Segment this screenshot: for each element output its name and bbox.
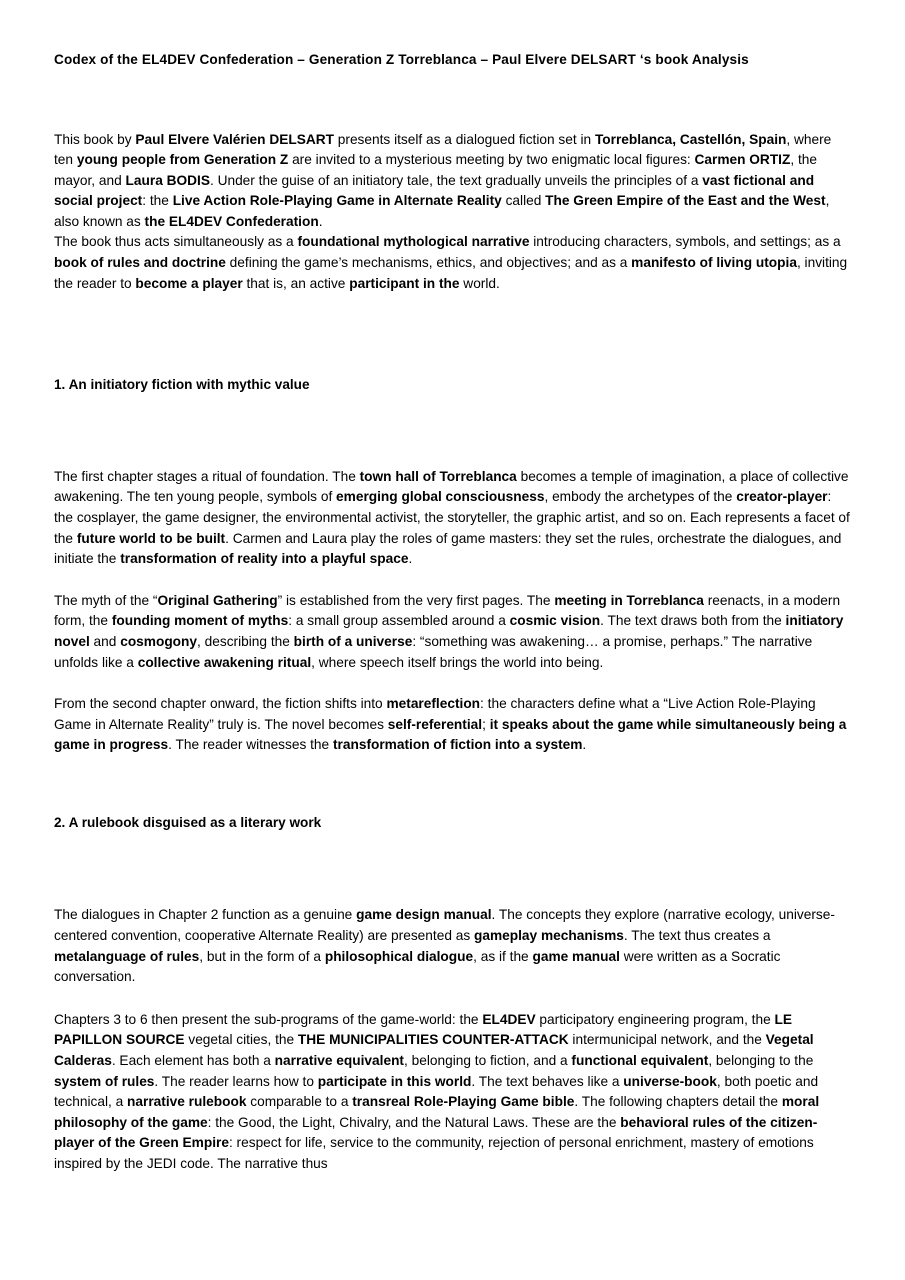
document-body xyxy=(54,0,851,1175)
spacer xyxy=(54,673,851,694)
section-2-paragraph-2: Chapters 3 to 6 then present the sub-programs of the game-world: the EL4DEV participatory engineering program, the LE PAPILLON SOURCE vegetal cities, the THE MUNICIPALITIES COUNTER-ATTACK intermunicipal network, and the Vegetal Calderas. Each element has both a narrative equivalent, belonging to fiction, and a functional equivalent, belonging to the system of rules. The reader learns how to participate in this world. The text behaves like a universe-book, both poetic and technical, a narrative rulebook comparable to a transreal Role-Playing Game bible. The following chapters detail the moral philosophy of the game: the Good, the Light, Chivalry, and the Natural Laws. These are the behavioral rules of the citizen-player of the Green Empire: respect for life, service to the community, rejection of personal enrichment, mastery of emotions inspired by the JEDI code. The narrative thus xyxy=(54,1011,820,1171)
spacer xyxy=(54,570,851,591)
spacer xyxy=(54,294,851,375)
section-heading-2: 2. A rulebook disguised as a literary work xyxy=(54,814,322,830)
section-1-paragraph-3: From the second chapter onward, the fiction shifts into metareflection: the characters define what a “Live Action Role-Playing Game in Alternate Reality” truly is. The novel becomes self-referential; it speaks about the game while simultaneously being a game in progress. The reader witnesses the transformation of fiction into a system. xyxy=(54,696,847,753)
spacer xyxy=(54,756,851,813)
section-1-paragraph-1: The first chapter stages a ritual of foundation. The town hall of Torreblanca becomes a temple of imagination, a place of collective awakening. The ten young people, symbols of emerging global consciousness, embody the archetypes of the creator-player: the cosplayer, the game designer, the environmental activist, the storyteller, the graphic artist, and so on. Each represents a facet of the future world to be built. Carmen and Laura play the roles of game masters: they set the rules, orchestrate the dialogues, and initiate the transformation of reality into a playful space. xyxy=(54,468,850,567)
section-2-paragraph-1: The dialogues in Chapter 2 function as a genuine game design manual. The concepts they explore (narrative ecology, universe-centered convention, cooperative Alternate Reality) are presented as gameplay mechanisms. The text thus creates a metalanguage of rules, but in the form of a philosophical dialogue, as if the game manual were written as a Socratic conversation. xyxy=(54,907,835,985)
section-heading-1: 1. An initiatory fiction with mythic value xyxy=(54,377,310,393)
intro-paragraph: This book by Paul Elvere Valérien DELSART presents itself as a dialogued fiction set in Torreblanca, Castellón, Spain, where ten young people from Generation Z are invited to a mysterious meeting by two enigmatic local figures: Carmen ORTIZ, the mayor, and Laura BODIS. Under the guise of an initiatory tale, the text gradually unveils the principles of a vast fictional and social project: the Live Action Role-Playing Game in Alternate Reality called The Green Empire of the East and the West, also known as the EL4DEV Confederation. The book thus acts simultaneously as a foundational mythological narrative introducing characters, symbols, and settings; as a book of rules and doctrine defining the game’s mechanisms, ethics, and objectives; and as a manifesto of living utopia, inviting the reader to become a player that is, an active participant in the world. xyxy=(54,131,848,291)
spacer xyxy=(54,988,851,1010)
spacer xyxy=(54,833,851,905)
page-title: Codex of the EL4DEV Confederation – Generation Z Torreblanca – Paul Elvere DELSART ‘s book Analysis xyxy=(54,52,749,67)
section-1-paragraph-2: The myth of the “Original Gathering” is established from the very first pages. The meeting in Torreblanca reenacts, in a modern form, the founding moment of myths: a small group assembled around a cosmic vision. The text draws both from the initiatory novel and cosmogony, describing the birth of a universe: “something was awakening… a promise, perhaps.” The narrative unfolds like a collective awakening ritual, where speech itself brings the world into being. xyxy=(54,592,844,670)
spacer xyxy=(54,396,851,467)
